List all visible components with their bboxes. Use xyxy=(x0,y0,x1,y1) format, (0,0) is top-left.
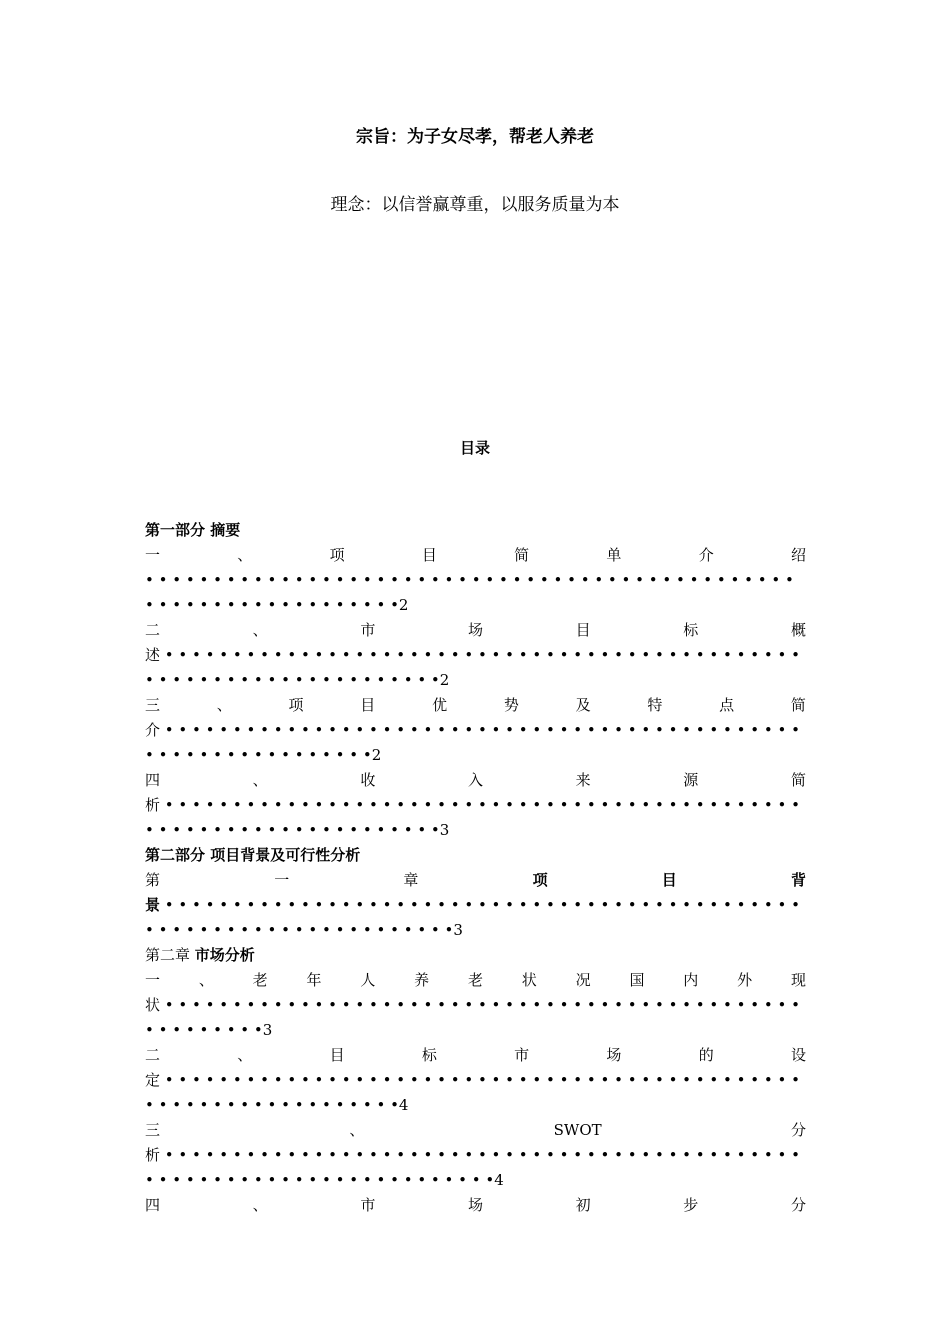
toc-char: 标 xyxy=(421,1046,437,1064)
toc-part-1-heading: 第一部分 摘要 xyxy=(145,521,241,539)
toc-section-1 xyxy=(145,968,806,993)
toc-char: 市 xyxy=(360,1196,376,1214)
toc-char: 单 xyxy=(606,546,622,564)
toc-char: 目 xyxy=(421,546,437,564)
toc-entry-3-page: • • • • • • • • • • • • • • • • •2 xyxy=(145,746,382,764)
toc-char: SWOT xyxy=(553,1121,602,1139)
toc-section-2 xyxy=(145,1043,806,1068)
toc-lead-char: 述 xyxy=(145,646,161,664)
toc-char: 目 xyxy=(575,621,591,639)
toc-char: 设 xyxy=(790,1046,806,1064)
toc-chapter-2-prefix: 第二章 xyxy=(145,946,195,964)
toc-section-4 xyxy=(145,1193,806,1218)
toc-section-3-page: • • • • • • • • • • • • • • • • • • • • • • • • • •4 xyxy=(145,1171,504,1189)
toc-char: 特 xyxy=(647,696,663,714)
toc-lead-char: 定 xyxy=(145,1071,161,1089)
toc-chapter-2-heading xyxy=(145,943,806,968)
toc-char: 一 xyxy=(145,546,161,564)
toc-char: 第 xyxy=(145,871,161,889)
purpose-statement: 宗旨：为子女尽孝，帮老人养老 xyxy=(356,127,594,147)
toc-char: 一 xyxy=(145,971,161,989)
toc-char: 、 xyxy=(349,1121,365,1139)
toc-char: 、 xyxy=(216,696,232,714)
toc-char: 四 xyxy=(145,771,161,789)
toc-char: 目 xyxy=(661,871,677,889)
toc-char: 场 xyxy=(467,1196,483,1214)
toc-char: 步 xyxy=(683,1196,699,1214)
toc-entry-2-page: • • • • • • • • • • • • • • • • • • • • • •2 xyxy=(145,671,450,689)
toc-dot-leader: • • • • • • • • • • • • • • • • • • • • • • • • • • • • • • • • • • • • • • • • • • • • • • • xyxy=(160,646,800,664)
toc-entry-4 xyxy=(145,768,806,793)
toc-part-2-heading: 第二部分 项目背景及可行性分析 xyxy=(145,846,361,864)
toc-char: 简 xyxy=(790,696,806,714)
toc-char: 市 xyxy=(514,1046,530,1064)
toc-char: 况 xyxy=(575,971,591,989)
toc-entry-2 xyxy=(145,618,806,643)
toc-char: 、 xyxy=(252,621,268,639)
toc-char: 国 xyxy=(629,971,645,989)
toc-char: 现 xyxy=(790,971,806,989)
toc-dot-leader: • • • • • • • • • • • • • • • • • • • • • • • • • • • • • • • • • • • • • • • • • • • • • • • xyxy=(160,721,800,739)
toc-char: 目 xyxy=(329,1046,345,1064)
toc-char: 、 xyxy=(198,971,214,989)
toc-char: 势 xyxy=(503,696,519,714)
toc-lead-char: 介 xyxy=(145,721,161,739)
toc-char: 养 xyxy=(414,971,430,989)
toc-char: 项 xyxy=(532,871,548,889)
toc-lead-char: 景 xyxy=(145,896,161,914)
toc-char: 介 xyxy=(698,546,714,564)
toc-char: 源 xyxy=(683,771,699,789)
toc-char: 人 xyxy=(360,971,376,989)
toc-entry-2-leader xyxy=(145,643,806,668)
toc-char: 来 xyxy=(575,771,591,789)
toc-section-1-page: • • • • • • • • •3 xyxy=(145,1021,273,1039)
toc-char: 背 xyxy=(790,871,806,889)
toc-char: 、 xyxy=(252,771,268,789)
toc-char: 、 xyxy=(252,1196,268,1214)
toc-char: 收 xyxy=(360,771,376,789)
toc-char: 分 xyxy=(790,1121,806,1139)
toc-dot-leader: • • • • • • • • • • • • • • • • • • • • • • • • • • • • • • • • • • • • • • • • • • • • • • • xyxy=(160,1071,800,1089)
toc-lead-char: 状 xyxy=(145,996,161,1014)
toc-char: 三 xyxy=(145,1121,161,1139)
toc-char: 的 xyxy=(698,1046,714,1064)
toc-char: 目 xyxy=(360,696,376,714)
toc-title: 目录 xyxy=(459,439,490,457)
toc-chapter-1-leader xyxy=(145,893,806,918)
toc-char: 三 xyxy=(145,696,161,714)
toc-char: 市 xyxy=(360,621,376,639)
toc-dot-leader: • • • • • • • • • • • • • • • • • • • • • • • • • • • • • • • • • • • • • • • • • • • • • • • xyxy=(160,996,800,1014)
toc-dot-leader: • • • • • • • • • • • • • • • • • • • • • • • • • • • • • • • • • • • • • • • • • • • • • • • • xyxy=(145,571,794,589)
toc-char: 二 xyxy=(145,621,161,639)
toc-char: 二 xyxy=(145,1046,161,1064)
toc-char: 一 xyxy=(274,871,290,889)
toc-char: 状 xyxy=(521,971,537,989)
toc-entry-1 xyxy=(145,543,806,568)
toc-section-2-leader xyxy=(145,1068,806,1093)
toc-section-3-leader xyxy=(145,1143,806,1168)
toc-char: 绍 xyxy=(790,546,806,564)
toc-char: 项 xyxy=(288,696,304,714)
toc-char: 及 xyxy=(575,696,591,714)
toc-entry-3-leader xyxy=(145,718,806,743)
toc-char: 场 xyxy=(467,621,483,639)
toc-chapter-1-page: • • • • • • • • • • • • • • • • • • • • • • •3 xyxy=(145,921,463,939)
philosophy-statement: 理念：以信誉赢尊重，以服务质量为本 xyxy=(330,195,620,215)
toc-dot-leader: • • • • • • • • • • • • • • • • • • • • • • • • • • • • • • • • • • • • • • • • • • • • • • • xyxy=(160,1146,800,1164)
toc-char: 、 xyxy=(237,546,253,564)
toc-char: 标 xyxy=(683,621,699,639)
toc-dot-leader: • • • • • • • • • • • • • • • • • • • • • • • • • • • • • • • • • • • • • • • • • • • • • • • xyxy=(160,896,800,914)
toc-char: 简 xyxy=(790,771,806,789)
toc-entry-3 xyxy=(145,693,806,718)
toc-char: 优 xyxy=(432,696,448,714)
toc-section-1-leader xyxy=(145,993,806,1018)
toc-entry-4-page: • • • • • • • • • • • • • • • • • • • • • •3 xyxy=(145,821,450,839)
toc-section-3 xyxy=(145,1118,806,1143)
toc-char: 场 xyxy=(606,1046,622,1064)
toc-lead-char: 析 xyxy=(145,1146,161,1164)
toc-char: 初 xyxy=(575,1196,591,1214)
toc-char: 外 xyxy=(737,971,753,989)
toc-char: 四 xyxy=(145,1196,161,1214)
toc-char: 概 xyxy=(790,621,806,639)
toc-char: 老 xyxy=(467,971,483,989)
toc-lead-char: 析 xyxy=(145,796,161,814)
toc-chapter-1 xyxy=(145,868,806,893)
toc-char: 内 xyxy=(683,971,699,989)
toc-entry-4-leader xyxy=(145,793,806,818)
toc-entry-1-page: • • • • • • • • • • • • • • • • • • •2 xyxy=(145,596,409,614)
toc-char: 简 xyxy=(514,546,530,564)
toc-char: 分 xyxy=(790,1196,806,1214)
toc-section-2-page: • • • • • • • • • • • • • • • • • • •4 xyxy=(145,1096,409,1114)
toc-char: 入 xyxy=(467,771,483,789)
toc-char: 、 xyxy=(237,1046,253,1064)
toc-entry-1-leader xyxy=(145,568,806,593)
toc-char: 年 xyxy=(306,971,322,989)
toc-chapter-2-title: 市场分析 xyxy=(194,946,255,964)
toc-char: 章 xyxy=(403,871,419,889)
toc-dot-leader: • • • • • • • • • • • • • • • • • • • • • • • • • • • • • • • • • • • • • • • • • • • • • • • xyxy=(160,796,800,814)
toc-char: 老 xyxy=(252,971,268,989)
toc-char: 项 xyxy=(329,546,345,564)
toc-char: 点 xyxy=(719,696,735,714)
